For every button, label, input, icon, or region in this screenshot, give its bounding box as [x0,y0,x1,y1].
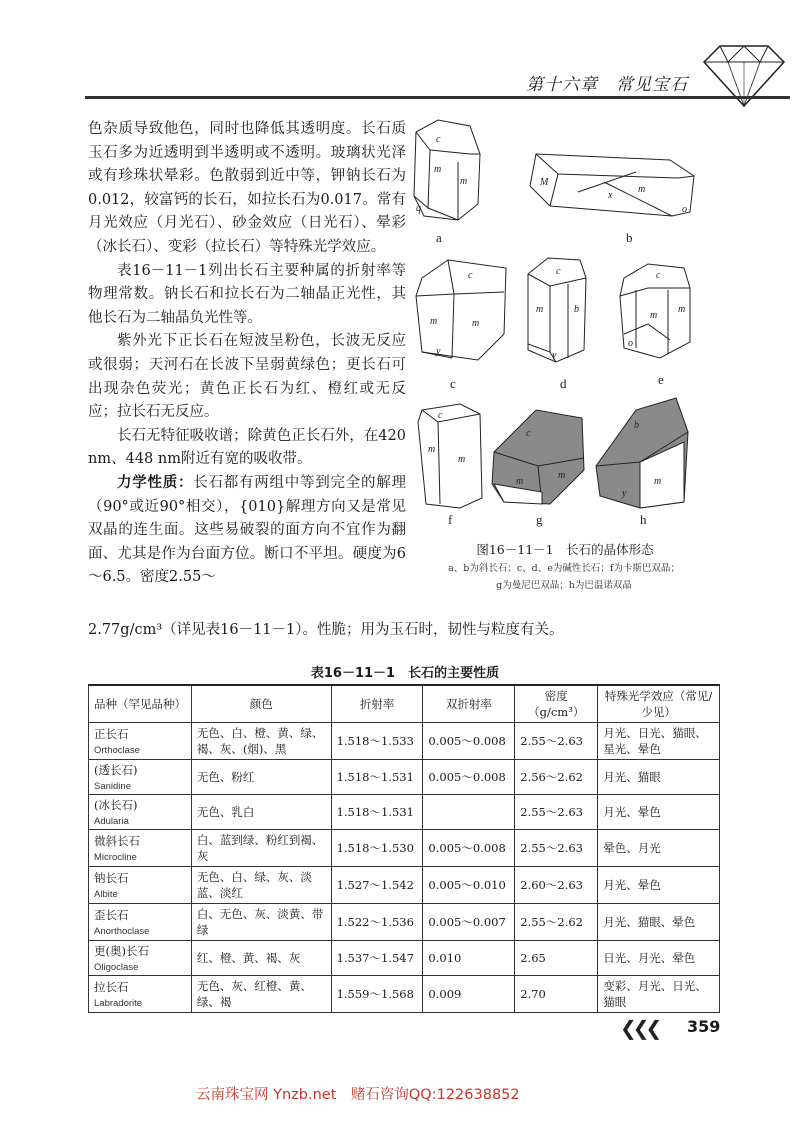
svg-text:m: m [472,318,480,329]
cell-variety [89,867,192,904]
svg-text:m: m [458,454,466,465]
variety-en: Microcline [94,852,137,863]
table-row [89,867,720,904]
cell-effect: 月光、猫眼 [598,760,720,795]
cell-birefringence [423,795,515,830]
mechanical-label: 力学性质： [117,474,194,491]
cell-density: 2.55～2.63 [515,723,598,760]
table-title: 表16－11－1 长石的主要性质 [310,666,500,681]
header-rule [85,96,790,99]
svg-text:m: m [678,304,686,315]
svg-text:m: m [434,164,442,175]
svg-text:y: y [552,350,557,361]
cell-density: 2.56～2.62 [515,760,598,795]
cell-birefringence: 0.010 [423,941,515,976]
svg-text:m: m [516,476,524,487]
figure-label-e: e [658,372,664,387]
figure-label-a: a [436,230,442,245]
cell-density: 2.55～2.63 [515,795,598,830]
page-arrows-icon: ❮❮❮ [620,1016,659,1040]
cell-birefringence: 0.005～0.010 [423,867,515,904]
figure-caption: 图16－11－1 长石的晶体形态 [476,542,654,557]
table-header-row [89,685,720,723]
paragraph-4: 长石无特征吸收谱；除黄色正长石外，在420 nm、448 nm附近有宽的吸收带。 [88,427,406,468]
cell-effect: 月光、猫眼、晕色 [598,904,720,941]
svg-text:c: c [438,410,443,421]
crystal-figure [408,112,720,544]
cell-color: 白、无色、灰、淡黄、带绿 [191,904,331,941]
cell-density: 2.55～2.62 [515,904,598,941]
svg-text:b: b [574,304,579,315]
cell-effect: 日光、月光、晕色 [598,941,720,976]
cell-ri: 1.518～1.531 [331,760,423,795]
figure-label-d: d [560,376,567,391]
cell-ri: 1.518～1.533 [331,723,423,760]
svg-text:m: m [654,476,662,487]
cell-birefringence: 0.009 [423,976,515,1013]
diamond-icon [696,40,792,110]
svg-text:m: m [558,470,566,481]
variety-name: 钠长石 [94,871,129,885]
variety-en: Labradorite [94,998,143,1009]
watermark-text: 云南珠宝网 Ynzb.net 赌石咨询QQ:122638852 [196,1087,520,1103]
svg-text:y: y [436,346,441,357]
svg-text:c: c [526,428,531,439]
cell-color: 白、蓝到绿、粉红到褐、灰 [191,830,331,867]
cell-ri: 1.559～1.568 [331,976,423,1013]
page-number: 359 [687,1017,721,1036]
paragraph-5 [88,472,406,590]
cell-variety [89,976,192,1013]
cell-birefringence: 0.005～0.008 [423,723,515,760]
table-row [89,941,720,976]
figure-label-c: c [450,376,456,391]
figure-label-g: g [536,512,543,527]
variety-name: (冰长石) [94,798,138,812]
header-effect: 特殊光学效应（常见/少见） [598,685,720,723]
svg-text:o: o [628,338,633,349]
cell-color: 无色、乳白 [191,795,331,830]
cell-color: 无色、白、绿、灰、淡蓝、淡红 [191,867,331,904]
svg-text:o: o [682,204,687,215]
cell-density: 2.65 [515,941,598,976]
variety-en: Orthoclase [94,745,140,756]
table-row [89,976,720,1013]
cell-variety [89,830,192,867]
table-row [89,795,720,830]
svg-text:c: c [468,270,473,281]
variety-en: Adularia [94,816,129,827]
svg-text:c: c [556,266,561,277]
paragraph-3: 紫外光下正长石在短波呈粉色，长波无反应或很弱；天河石在长波下呈弱黄绿色；更长石可出现杂色荧光；黄色正长石为红、橙红或无反应；拉长石无反应。 [88,333,406,421]
svg-text:q: q [416,203,421,214]
variety-en: Anorthoclase [94,926,150,937]
cell-effect: 月光、晕色 [598,867,720,904]
svg-text:m: m [650,310,658,321]
cell-density: 2.55～2.63 [515,830,598,867]
svg-text:b: b [634,420,639,431]
header-birefringence: 双折射率 [423,685,515,723]
variety-en: Albite [94,889,118,900]
cell-birefringence: 0.005～0.008 [423,830,515,867]
body-column [88,118,406,590]
table-row [89,904,720,941]
svg-text:m: m [638,184,646,195]
cell-color: 红、橙、黄、褐、灰 [191,941,331,976]
cell-effect: 变彩、月光、日光、猫眼 [598,976,720,1013]
variety-name: 更(奥)长石 [94,944,149,958]
figure-note-line-2: g为曼尼巴双晶；h为巴温诺双晶 [496,580,632,591]
cell-variety [89,941,192,976]
cell-color: 无色、白、橙、黄、绿、褐、灰、(烟)、黑 [191,723,331,760]
paragraph-1: 色杂质导致他色，同时也降低其透明度。长石质玉石多为近透明到半透明或不透明。玻璃状光泽或有珍珠状晕彩。色散弱到近中等，钾钠长石为0.012，较富钙的长石，如拉长石为0.017。常有月光效应（月光石）、砂金效应（日光石）、晕彩（冰长石）、变彩（拉长石）等特殊光学效应。 [88,121,406,255]
svg-text:c: c [656,270,661,281]
cell-color: 无色、粉红 [191,760,331,795]
cell-ri: 1.522～1.536 [331,904,423,941]
variety-name: 微斜长石 [94,834,140,848]
table-row [89,760,720,795]
variety-name: (透长石) [94,763,138,777]
paragraph-5-text: 长石都有两组中等到完全的解理（90°或近90°相交），{010}解理方向又是常见双晶的连生面。这些易破裂的面方向不宜作为翻面、尤其是作为台面方位。断口不平坦。硬度为6～6.5。密度2.55～ [88,474,406,586]
header-color: 颜色 [191,685,331,723]
variety-name: 正长石 [94,727,129,741]
figure-note-line-1: a、b为斜长石；c、d、e为碱性长石；f为卡斯巴双晶； [448,563,680,574]
cell-density: 2.70 [515,976,598,1013]
variety-en: Oligoclase [94,962,139,973]
figure-label-f: f [448,512,453,527]
cell-ri: 1.518～1.530 [331,830,423,867]
figure-label-h: h [640,512,647,527]
svg-text:m: m [428,444,436,455]
paragraph-5-tail: 2.77g/cm³（详见表16－11－1）。性脆；用为玉石时，韧性与粒度有关。 [88,622,564,638]
figure-note [408,560,720,594]
figure-label-b: b [626,230,633,245]
svg-text:m: m [430,316,438,327]
svg-text:x: x [608,190,613,201]
cell-ri: 1.518～1.531 [331,795,423,830]
cell-variety [89,795,192,830]
variety-en: Sanidine [94,781,131,792]
feldspar-properties-table [88,684,720,1013]
cell-variety [89,904,192,941]
variety-name: 拉长石 [94,980,129,994]
svg-text:m: m [536,304,544,315]
cell-variety [89,723,192,760]
table-row [89,723,720,760]
crystal-h-drawing [596,398,688,508]
cell-color: 无色、灰、红橙、黄、绿、褐 [191,976,331,1013]
crystal-a-drawing [414,120,480,220]
header-variety: 品种（罕见品种） [89,685,192,723]
cell-ri: 1.537～1.547 [331,941,423,976]
variety-name: 歪长石 [94,908,129,922]
cell-effect: 月光、日光、猫眼、星光、晕色 [598,723,720,760]
cell-birefringence: 0.005～0.008 [423,760,515,795]
header-ri: 折射率 [331,685,423,723]
cell-birefringence: 0.005～0.007 [423,904,515,941]
crystal-b-drawing [530,154,694,216]
svg-text:c: c [436,134,441,145]
crystal-c-drawing [416,260,506,360]
svg-text:m: m [460,176,468,187]
chapter-title: 第十六章 常见宝石 [526,75,688,95]
cell-effect: 晕色、月光 [598,830,720,867]
cell-density: 2.60～2.63 [515,867,598,904]
table-row [89,830,720,867]
cell-effect: 月光、晕色 [598,795,720,830]
svg-text:M: M [540,177,549,188]
header-density: 密度（g/cm³） [515,685,598,723]
cell-variety [89,760,192,795]
crystal-f-drawing [418,404,482,508]
paragraph-2: 表16－11－1列出长石主要种属的折射率等物理常数。钠长石和拉长石为二轴晶正光性，其他长石为二轴晶负光性等。 [88,262,406,326]
cell-ri: 1.527～1.542 [331,867,423,904]
crystal-g-drawing [492,410,584,504]
svg-text:y: y [622,488,627,499]
